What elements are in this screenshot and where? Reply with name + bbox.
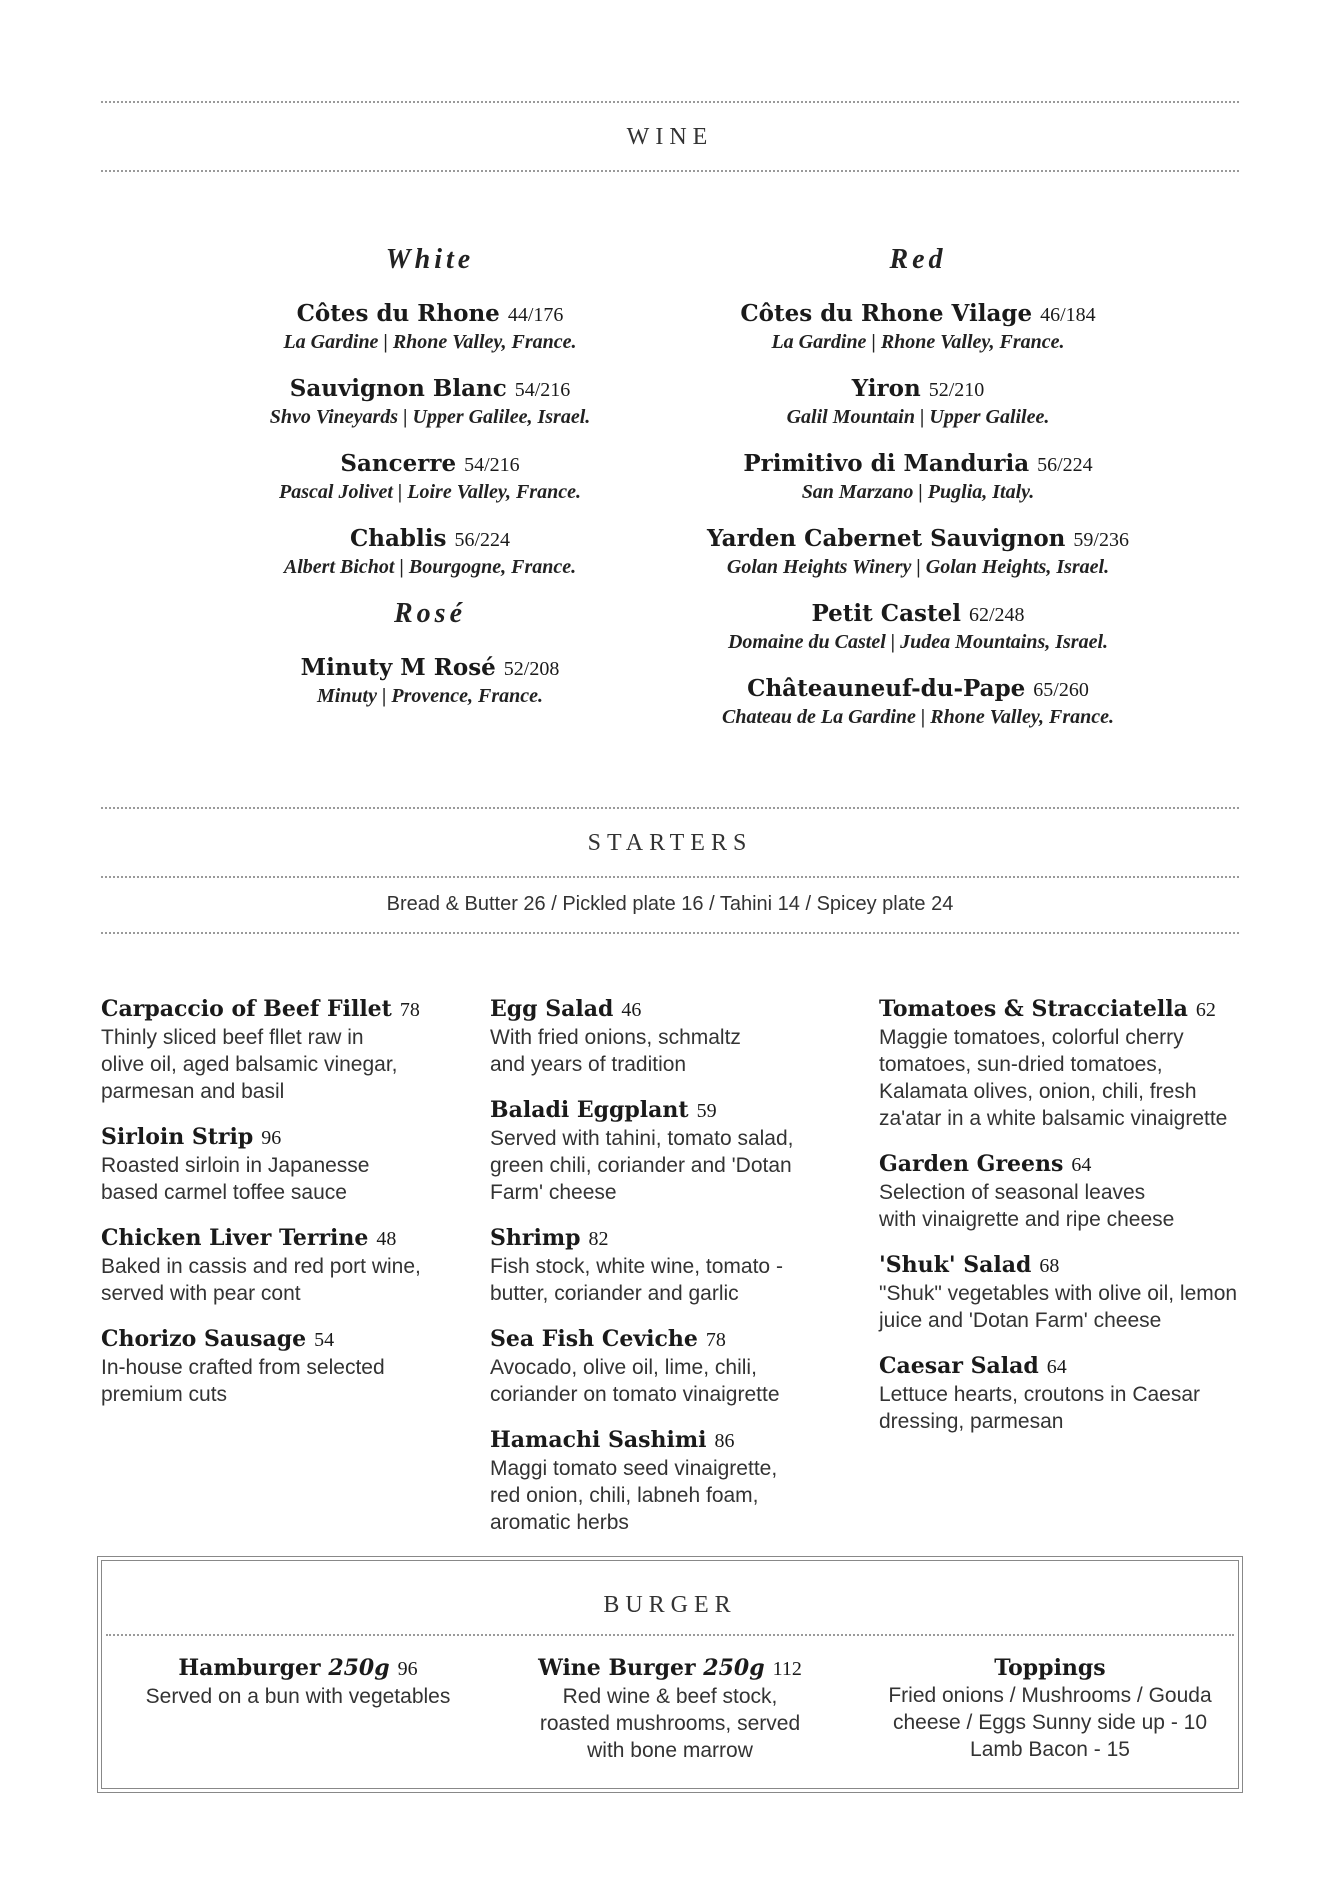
burger-item-wine-burger [490, 1654, 850, 1764]
dish-name: Chorizo Sausage [101, 1326, 307, 1352]
dish-name: Caesar Salad [879, 1353, 1039, 1379]
dish-price: 59 [696, 1100, 717, 1122]
red-wine-list [658, 300, 1178, 750]
dish-price: 64 [1071, 1154, 1092, 1176]
wine-name: Chablis [350, 525, 447, 552]
burger-description: Fried onions / Mushrooms / Gouda cheese / Eggs Sunny side up - 10 Lamb Bacon - 15 [888, 1684, 1212, 1761]
dish [490, 1325, 870, 1408]
dish [879, 1251, 1279, 1334]
burger-description: Served on a bun with vegetables [145, 1685, 451, 1708]
wine-origin: La Gardine | Rhone Valley, France. [283, 331, 577, 353]
starters-extras: Bread & Butter 26 / Pickled plate 16 / Tahini 14 / Spicey plate 24 [386, 893, 954, 915]
wine-name: Minuty M Rosé [300, 654, 496, 681]
burger-name: Hamburger [178, 1655, 321, 1681]
dish-description: With fried onions, schmaltz and years of tradition [490, 1026, 741, 1076]
dish-price: 68 [1039, 1255, 1060, 1277]
wine-name: Côtes du Rhone [296, 300, 500, 327]
wine-price: 44/176 [507, 304, 564, 326]
wine-item [658, 300, 1178, 355]
wine-origin: Galil Mountain | Upper Galilee. [786, 406, 1050, 428]
starters-column-2 [490, 995, 870, 1554]
wine-price: 56/224 [454, 529, 510, 551]
wine-item [180, 525, 680, 580]
dish-price: 96 [261, 1127, 282, 1149]
dish-description: Selection of seasonal leaves with vinaigrette and ripe cheese [879, 1181, 1175, 1231]
wine-price: 46/184 [1040, 304, 1096, 326]
wine-item [658, 600, 1178, 655]
rose-wine-heading: Rosé [394, 598, 466, 629]
dish-name: Egg Salad [490, 996, 614, 1022]
wine-item [658, 675, 1178, 730]
dish-description: Avocado, olive oil, lime, chili, coriander on tomato vinaigrette [490, 1356, 780, 1406]
dish-description: "Shuk" vegetables with olive oil, lemon juice and 'Dotan Farm' cheese [879, 1282, 1238, 1332]
dish-description: Roasted sirloin in Japanesse based carmel toffee sauce [101, 1154, 370, 1204]
wine-price: 52/208 [503, 658, 560, 680]
burger-price: 112 [772, 1658, 802, 1680]
dish-price: 82 [588, 1228, 609, 1250]
dish-name: Sirloin Strip [101, 1124, 254, 1150]
dish-description: Served with tahini, tomato salad, green chili, coriander and 'Dotan Farm' cheese [490, 1127, 794, 1204]
dish-name: Tomatoes & Stracciatella [879, 996, 1188, 1022]
wine-name: Côtes du Rhone Vilage [740, 300, 1033, 327]
wine-price: 52/210 [928, 379, 985, 401]
wine-origin: Minuty | Provence, France. [316, 685, 544, 707]
burger-name: Toppings [994, 1655, 1106, 1681]
wine-item [658, 525, 1178, 580]
dish-name: Chicken Liver Terrine [101, 1225, 369, 1251]
wine-price: 54/216 [514, 379, 571, 401]
wine-price: 54/216 [464, 454, 520, 476]
dish [101, 1224, 481, 1307]
wine-name: Petit Castel [811, 600, 961, 627]
wine-origin: Pascal Jolivet | Loire Valley, France. [279, 481, 581, 503]
wine-origin: La Gardine | Rhone Valley, France. [771, 331, 1065, 353]
dish-price: 86 [714, 1430, 735, 1452]
red-wine-heading: Red [889, 244, 947, 275]
burger-item-toppings [870, 1654, 1230, 1763]
dish-description: Lettuce hearts, croutons in Caesar dressing, parmesan [879, 1383, 1201, 1433]
burger-weight: 250g [328, 1655, 390, 1681]
dish-price: 62 [1195, 999, 1216, 1021]
dish [490, 995, 870, 1078]
wine-item [180, 450, 680, 505]
wine-price: 56/224 [1037, 454, 1093, 476]
dish-description: Fish stock, white wine, tomato - butter, coriander and garlic [490, 1255, 783, 1305]
wine-name: Sauvignon Blanc [289, 375, 507, 402]
wine-origin: Albert Bichot | Bourgogne, France. [283, 556, 577, 578]
dish-name: Baladi Eggplant [490, 1097, 689, 1123]
wine-item [180, 375, 680, 430]
dish-name: Hamachi Sashimi [490, 1427, 707, 1453]
wine-price: 65/260 [1033, 679, 1089, 701]
dish-price: 54 [314, 1329, 335, 1351]
wine-price: 62/248 [968, 604, 1025, 626]
dish-price: 78 [399, 999, 420, 1021]
wine-bottom-divider [101, 170, 1239, 172]
wine-name: Sancerre [340, 450, 457, 477]
rose-wine-list [180, 654, 680, 729]
dish-price: 46 [621, 999, 642, 1021]
wine-origin: Golan Heights Winery | Golan Heights, Israel. [726, 556, 1110, 578]
white-wine-list [180, 300, 680, 600]
burger-price: 96 [397, 1658, 418, 1680]
dish [490, 1426, 870, 1536]
wine-origin: Domaine du Castel | Judea Mountains, Israel. [727, 631, 1109, 653]
dish-price: 78 [705, 1329, 726, 1351]
burger-weight: 250g [703, 1655, 765, 1681]
starters-column-1 [101, 995, 481, 1426]
wine-price: 59/236 [1073, 529, 1129, 551]
wine-top-divider [101, 101, 1239, 103]
burger-name: Wine Burger [538, 1655, 696, 1681]
starters-middle-divider [101, 876, 1239, 878]
wine-item [658, 450, 1178, 505]
dish [101, 1123, 481, 1206]
wine-origin: Shvo Vineyards | Upper Galilee, Israel. [269, 406, 591, 428]
dish-description: Maggi tomato seed vinaigrette, red onion, chili, labneh foam, aromatic herbs [490, 1457, 778, 1534]
dish-name: Garden Greens [879, 1151, 1064, 1177]
dish-price: 48 [376, 1228, 397, 1250]
wine-origin: San Marzano | Puglia, Italy. [801, 481, 1035, 503]
dish-price: 64 [1046, 1356, 1067, 1378]
dish [101, 1325, 481, 1408]
dish-description: Thinly sliced beef fllet raw in olive oil, aged balsamic vinegar, parmesan and basil [101, 1026, 398, 1103]
dish [490, 1224, 870, 1307]
wine-name: Châteauneuf-du-Pape [747, 675, 1026, 702]
dish [879, 1352, 1279, 1435]
burger-divider [106, 1634, 1234, 1636]
wine-name: Yarden Cabernet Sauvignon [707, 525, 1066, 552]
wine-item [180, 654, 680, 709]
wine-origin: Chateau de La Gardine | Rhone Valley, France. [721, 706, 1114, 728]
starters-column-3 [879, 995, 1279, 1453]
dish-description: Maggie tomatoes, colorful cherry tomatoes, sun-dried tomatoes, Kalamata olives, onion, chili, fresh za'atar in a white balsamic vinaigrette [879, 1026, 1228, 1130]
wine-item [658, 375, 1178, 430]
starters-bottom-divider [101, 932, 1239, 934]
wine-section-title: WINE [626, 124, 714, 150]
dish [101, 995, 481, 1105]
wine-name: Yiron [851, 375, 921, 402]
white-wine-heading: White [385, 244, 475, 275]
dish-name: Sea Fish Ceviche [490, 1326, 698, 1352]
wine-item [180, 300, 680, 355]
dish [879, 995, 1279, 1132]
wine-name: Primitivo di Manduria [743, 450, 1030, 477]
dish [490, 1096, 870, 1206]
starters-top-divider [101, 807, 1239, 809]
dish-name: Shrimp [490, 1225, 581, 1251]
burger-description: Red wine & beef stock, roasted mushrooms, served with bone marrow [539, 1685, 801, 1762]
dish-description: Baked in cassis and red port wine, served with pear cont [101, 1255, 421, 1305]
dish-name: 'Shuk' Salad [879, 1252, 1032, 1278]
burger-section-title: BURGER [603, 1592, 737, 1618]
dish-name: Carpaccio of Beef Fillet [101, 996, 392, 1022]
dish [879, 1150, 1279, 1233]
burger-item-hamburger [118, 1654, 478, 1710]
dish-description: In-house crafted from selected premium cuts [101, 1356, 385, 1406]
starters-section-title: STARTERS [587, 830, 753, 856]
